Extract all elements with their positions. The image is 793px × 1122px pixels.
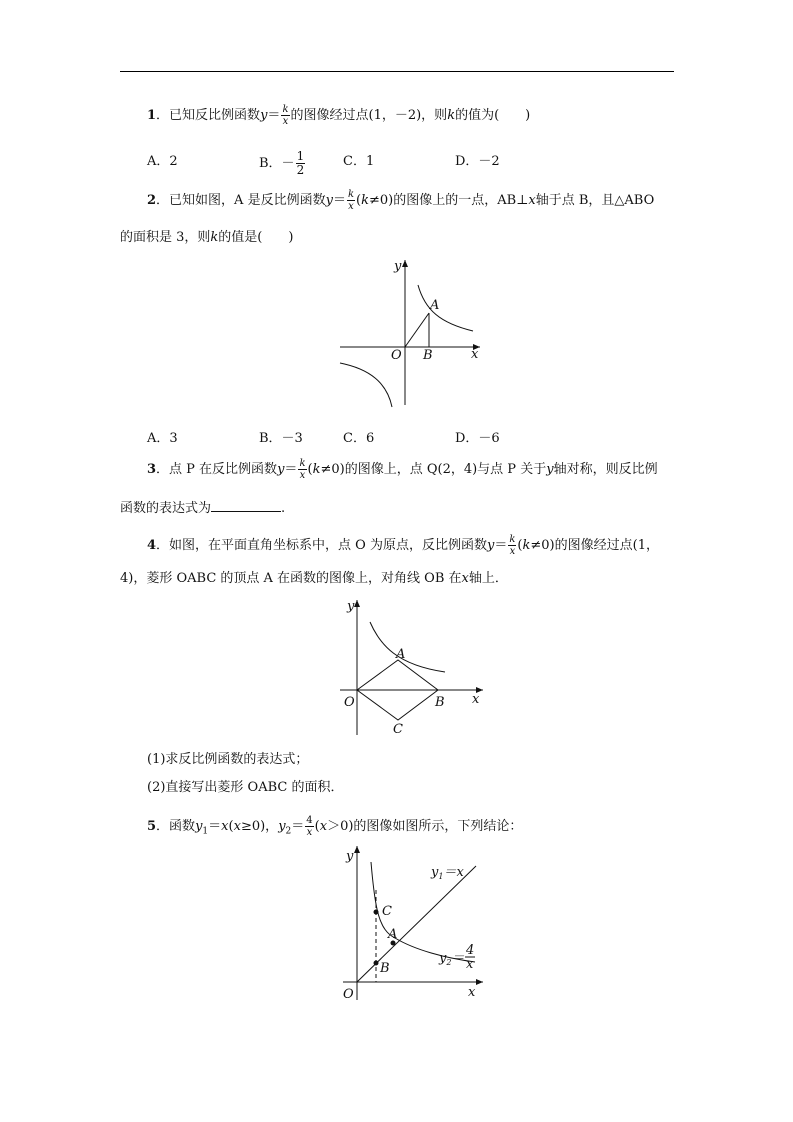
- label-A: A: [430, 298, 440, 313]
- option-a: A．3: [147, 431, 178, 446]
- question-2: 2．已知如图，A 是反比例函数y＝ $\frac{k}{x}$ (k≠0)的图像上的一点，AB⊥x轴于点 B，且△ABO: [147, 189, 655, 212]
- option-d: D．－2: [455, 154, 500, 169]
- label-x: x: [471, 347, 479, 362]
- top-rule: [120, 71, 674, 72]
- answer-blank[interactable]: [211, 499, 281, 512]
- option-c: C．6: [343, 431, 375, 446]
- label-C: C: [382, 904, 392, 919]
- label-O: O: [343, 987, 354, 1002]
- question-2-line-2: 的面积是 3，则k的值是( ): [120, 230, 294, 245]
- option-d: D．－6: [455, 431, 500, 446]
- label-C: C: [393, 722, 403, 737]
- label-y2-denominator: x: [466, 957, 474, 972]
- figure-q2: [335, 255, 485, 410]
- question-number: 1: [147, 108, 157, 123]
- hyperbola: [370, 622, 445, 672]
- question-4-sub-1: (1)求反比例函数的表达式；: [147, 752, 309, 767]
- question-number: 4: [147, 538, 157, 553]
- label-y: y: [347, 599, 355, 614]
- x-axis-arrow: [476, 979, 483, 985]
- segment-OA: [405, 313, 429, 347]
- question-4: 4．如图，在平面直角坐标系中，点 O 为原点，反比例函数y＝ $\frac{k}{x}$ (k≠0)的图像经过点(1，: [147, 534, 659, 557]
- label-O: O: [344, 695, 355, 710]
- fraction-4-over-x: $\frac{4}{x}$: [306, 815, 313, 838]
- fraction-k-over-x: $\frac{k}{x}$: [282, 104, 289, 127]
- point-C: [374, 910, 379, 915]
- point-B: [374, 961, 379, 966]
- question-3-line-2: 函数的表达式为 .: [120, 501, 286, 516]
- question-3: 3．点 P 在反比例函数y＝ $\frac{k}{x}$ (k≠0)的图像上，点 Q(2，4)与点 P 关于y轴对称，则反比例: [147, 458, 658, 481]
- option-b: B．－ $\frac{1}{2}$: [259, 149, 305, 177]
- label-B: B: [435, 695, 445, 710]
- question-4-sub-2: (2)直接写出菱形 OABC 的面积．: [147, 780, 344, 795]
- label-y: y: [346, 849, 354, 864]
- label-x: x: [472, 692, 480, 707]
- fraction-k-over-x: $\frac{k}{x}$: [299, 458, 306, 481]
- question-number: 3: [147, 462, 157, 477]
- label-y1: $y_1=x$: [431, 865, 464, 881]
- figure-q4: [335, 595, 490, 740]
- question-number: 2: [147, 193, 157, 208]
- label-B: B: [380, 961, 390, 976]
- label-B: B: [423, 348, 433, 363]
- label-y: y: [394, 259, 402, 274]
- option-a: A．2: [147, 154, 178, 169]
- question-5: 5．函数$y_1=x(x\ge 0)$，$y_2=$ $\frac{4}{x}$ (x＞0)的图像如图所示，下列结论：: [147, 815, 523, 838]
- hyperbola-branch-3: [340, 363, 392, 407]
- label-A: A: [396, 647, 406, 662]
- fraction-k-over-x: $\frac{k}{x}$: [509, 534, 516, 557]
- label-x: x: [468, 985, 476, 1000]
- option-c: C．1: [343, 154, 375, 169]
- y-axis-arrow: [354, 846, 360, 853]
- label-y2-numerator: 4: [466, 943, 475, 958]
- label-y2: $y_2=$: [439, 951, 465, 967]
- figure-q5: [335, 840, 495, 1005]
- question-1: 1．已知反比例函数y＝ $\frac{k}{x}$ 的图像经过点(1，－2)，则k的值为( ): [147, 104, 531, 127]
- y-axis-arrow: [402, 260, 408, 267]
- fraction-k-over-x: $\frac{k}{x}$: [347, 189, 355, 212]
- question-4-line-2: 4)，菱形 OABC 的顶点 A 在函数的图像上，对角线 OB 在x轴上．: [120, 571, 508, 586]
- hyperbola-branch-1: [418, 285, 473, 331]
- option-b: B．－3: [259, 431, 303, 446]
- label-O: O: [391, 348, 402, 363]
- y-axis-arrow: [354, 600, 360, 607]
- question-number: 5: [147, 819, 157, 834]
- label-A: A: [388, 927, 398, 942]
